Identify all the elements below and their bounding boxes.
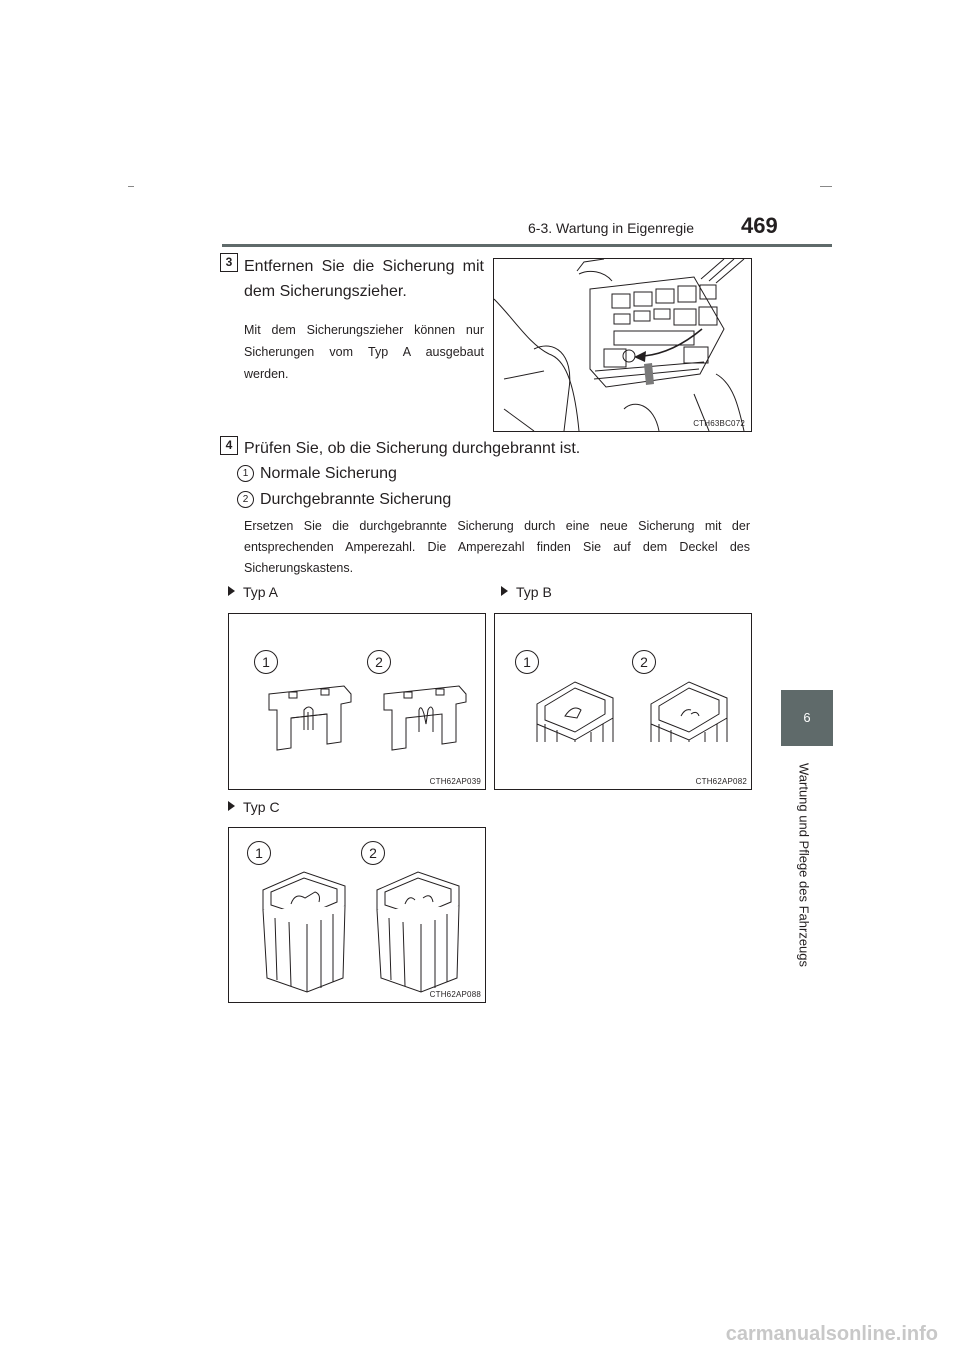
type-c-label: Typ C bbox=[228, 799, 280, 815]
crop-mark-right bbox=[820, 186, 832, 187]
triangle-bullet-icon bbox=[501, 586, 508, 596]
figure-fuse-puller bbox=[493, 258, 752, 432]
triangle-bullet-icon bbox=[228, 586, 235, 596]
type-b-fuses-illustration bbox=[495, 614, 751, 789]
figure-code: CTH63BC072 bbox=[693, 419, 745, 428]
figure-code: CTH62AP088 bbox=[429, 990, 481, 999]
watermark: carmanualsonline.info bbox=[725, 1323, 938, 1345]
type-c-num-2: 2 bbox=[361, 841, 385, 865]
item-normal-fuse: Normale Sicherung bbox=[260, 465, 397, 482]
chapter-number: 6 bbox=[803, 710, 811, 725]
page-number: 469 bbox=[741, 213, 778, 238]
chapter-tab bbox=[781, 690, 833, 746]
figure-type-c bbox=[228, 827, 486, 1003]
header-rule bbox=[222, 244, 832, 247]
fuse-box-illustration bbox=[494, 259, 751, 431]
step-4-heading: Prüfen Sie, ob die Sicherung durchgebrannt ist. bbox=[244, 440, 581, 457]
type-b-label: Typ B bbox=[501, 584, 552, 600]
type-a-fuses-illustration bbox=[229, 614, 485, 789]
step-4-note: Ersetzen Sie die durchgebrannte Sicherung durch eine neue Sicherung mit der entsprechenden Amperezahl. Die Amperezahl finden Sie auf dem Deckel des Sicherungskastens. bbox=[244, 519, 750, 575]
step-3-heading: Entfernen Sie die Sicherung mit dem Sicherungszieher. bbox=[244, 258, 484, 300]
type-c-fuses-illustration bbox=[229, 828, 485, 1002]
crop-mark-left bbox=[128, 186, 134, 187]
figure-type-a bbox=[228, 613, 486, 790]
step-badge-4: 4 bbox=[220, 436, 238, 455]
callout-2: 2 bbox=[237, 491, 254, 508]
chapter-title: Wartung und Pflege des Fahrzeugs bbox=[796, 762, 812, 968]
type-a-label: Typ A bbox=[228, 584, 278, 600]
type-a-num-1: 1 bbox=[254, 650, 278, 674]
type-b-num-1: 1 bbox=[515, 650, 539, 674]
triangle-bullet-icon bbox=[228, 801, 235, 811]
item-blown-fuse: Durchgebrannte Sicherung bbox=[260, 491, 452, 508]
figure-type-b bbox=[494, 613, 752, 790]
section-title: 6-3. Wartung in Eigenregie bbox=[528, 220, 695, 236]
type-a-num-2: 2 bbox=[367, 650, 391, 674]
callout-1: 1 bbox=[237, 465, 254, 482]
chapter-title-vertical bbox=[794, 760, 814, 970]
type-b-num-2: 2 bbox=[632, 650, 656, 674]
figure-code: CTH62AP039 bbox=[429, 777, 481, 786]
type-c-num-1: 1 bbox=[247, 841, 271, 865]
figure-code: CTH62AP082 bbox=[695, 777, 747, 786]
step-badge-3: 3 bbox=[220, 253, 238, 272]
step-3-note: Mit dem Sicherungszieher können nur Sicherungen vom Typ A ausgebaut werden. bbox=[244, 323, 484, 381]
